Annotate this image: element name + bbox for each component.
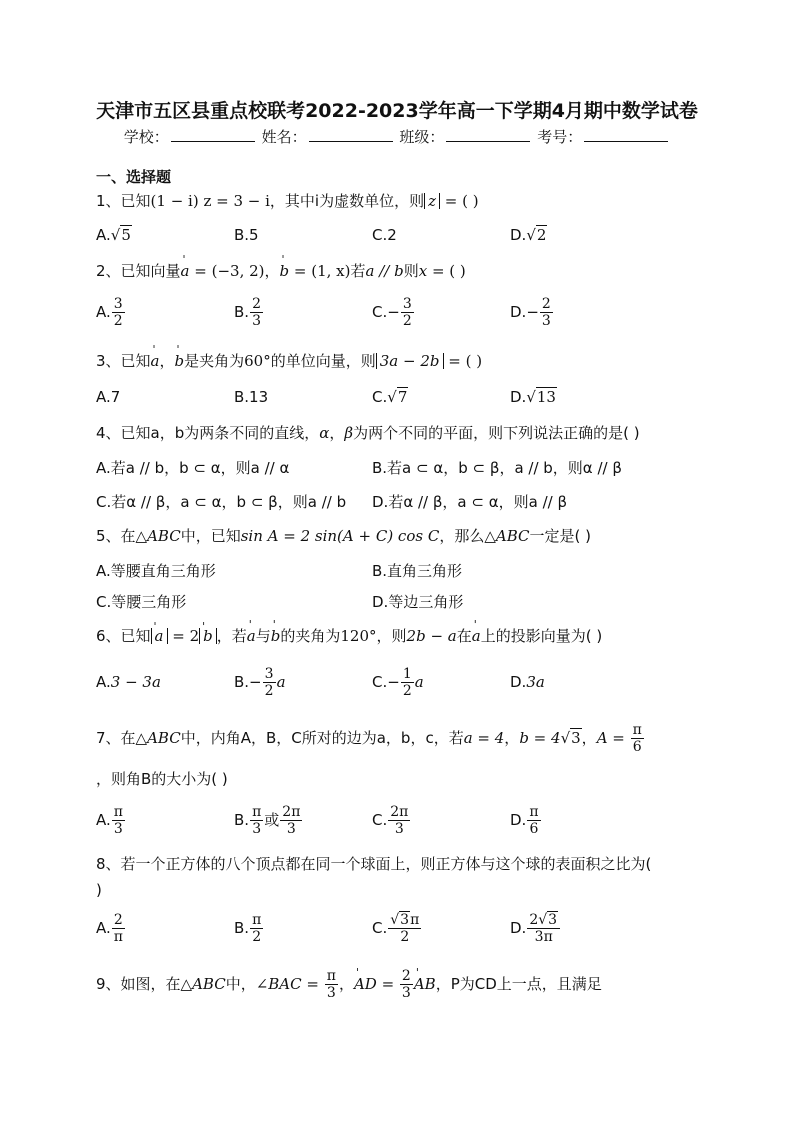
question-4: 4、已知a，b为两条不同的直线，α，β为两个不同的平面，则下列说法正确的是( ) xyxy=(96,424,640,442)
exam-number-field[interactable] xyxy=(584,127,668,142)
q7-option-d[interactable]: D. $\frac{\pi}{6}$ xyxy=(510,804,539,837)
class-field[interactable] xyxy=(446,127,530,142)
q8-option-d[interactable]: D. $\frac{2√3}{3\pi}$ xyxy=(510,912,561,945)
q5-option-a[interactable]: A.等腰直角三角形 xyxy=(96,562,216,580)
question-1: 1、已知(1 − i) z = 3 − i，其中i为虚数单位，则 z = ( ) xyxy=(96,192,479,210)
q3-option-d[interactable]: D.√13 xyxy=(510,388,556,406)
question-5: 5、在△ABC中，已知sin A = 2 sin(A + C) cos C，那么△ABC一定是( ) xyxy=(96,527,591,545)
q5-option-d[interactable]: D.等边三角形 xyxy=(372,593,464,611)
question-9: 9、如图，在△ABC中，∠BAC = $\frac{\pi}{3}$ ，' AD = $\frac{2}{3}$ ' AB，P为CD上一点，且满足 xyxy=(96,968,602,1001)
section-heading: 一、选择题 xyxy=(96,168,172,186)
q6-option-a[interactable]: A.3 − 3a xyxy=(96,673,161,691)
name-label: 姓名： xyxy=(261,128,307,146)
q7-option-b[interactable]: B. $\frac{\pi}{3}$ 或 $\frac{2\pi}{3}$ xyxy=(234,804,301,837)
q2-option-c[interactable]: C.− $\frac{3}{2}$ xyxy=(372,296,412,329)
q4-option-b[interactable]: B.若a ⊂ α，b ⊂ β，a // b，则α // β xyxy=(372,459,622,477)
q1-option-c[interactable]: C.2 xyxy=(372,226,397,244)
q4-option-d[interactable]: D.若α // β，a ⊂ α，则a // β xyxy=(372,493,568,511)
q7-option-a[interactable]: A. $\frac{\pi}{3}$ xyxy=(96,804,123,837)
q7-option-c[interactable]: C. $\frac{2\pi}{3}$ xyxy=(372,804,409,837)
question-6: 6、已知' a = 2' b ，若' a与' b的夹角为120°，则2b − a在' a上的投影向量为( ) xyxy=(96,625,602,646)
q6-option-c[interactable]: C.− $\frac{1}{2}$ a xyxy=(372,666,424,699)
exam-number-label: 考号： xyxy=(537,128,583,146)
question-7-line-2: ，则角B的大小为( ) xyxy=(96,770,228,788)
student-info-line xyxy=(0,126,794,147)
q8-option-c[interactable]: C. $\frac{√3\pi}{2}$ xyxy=(372,912,420,945)
name-field[interactable] xyxy=(309,127,393,142)
question-8-line-2: ) xyxy=(96,881,102,899)
page-title: 天津市五区县重点校联考2022-2023学年高一下学期4月期中数学试卷 xyxy=(96,100,698,122)
q4-option-c[interactable]: C.若α // β，a ⊂ α，b ⊂ β，则a // b xyxy=(96,493,347,511)
q5-option-b[interactable]: B.直角三角形 xyxy=(372,562,463,580)
q2-option-a[interactable]: A. $\frac{3}{2}$ xyxy=(96,296,123,329)
q1-option-a[interactable]: A.√5 xyxy=(96,226,131,244)
q2-option-d[interactable]: D.− $\frac{2}{3}$ xyxy=(510,296,551,329)
q1-option-b[interactable]: B.5 xyxy=(234,226,259,244)
q3-option-b[interactable]: B.13 xyxy=(234,388,269,406)
q3-option-c[interactable]: C.√7 xyxy=(372,388,408,406)
question-8: 8、若一个正方体的八个顶点都在同一个球面上，则正方体与这个球的表面积之比为( xyxy=(96,855,652,873)
q1-option-d[interactable]: D.√2 xyxy=(510,226,547,244)
q5-option-c[interactable]: C.等腰三角形 xyxy=(96,593,187,611)
q3-option-a[interactable]: A.7 xyxy=(96,388,121,406)
question-7: 7、在△ABC中，内角A，B，C所对的边为a，b，c，若a = 4，b = 4√3，A = $\frac{\pi}{6}$ xyxy=(96,722,642,755)
q2-option-b[interactable]: B. $\frac{2}{3}$ xyxy=(234,296,261,329)
q8-option-a[interactable]: A. $\frac{2}{\pi}$ xyxy=(96,912,123,945)
q6-option-d[interactable]: D.3a xyxy=(510,673,545,691)
school-field[interactable] xyxy=(171,127,255,142)
question-2: 2、已知向量' a = (−3, 2)，' b = (1, x)若a // b则x = ( ) xyxy=(96,260,466,281)
q4-option-a[interactable]: A.若a // b，b ⊂ α，则a // α xyxy=(96,459,290,477)
q6-option-b[interactable]: B.− $\frac{3}{2}$ a xyxy=(234,666,286,699)
question-3: 3、已知' a，' b是夹角为60°的单位向量，则 3a − 2b = ( ) xyxy=(96,350,482,371)
q8-option-b[interactable]: B. $\frac{\pi}{2}$ xyxy=(234,912,262,945)
class-label: 班级： xyxy=(399,128,445,146)
school-label: 学校： xyxy=(123,128,169,146)
